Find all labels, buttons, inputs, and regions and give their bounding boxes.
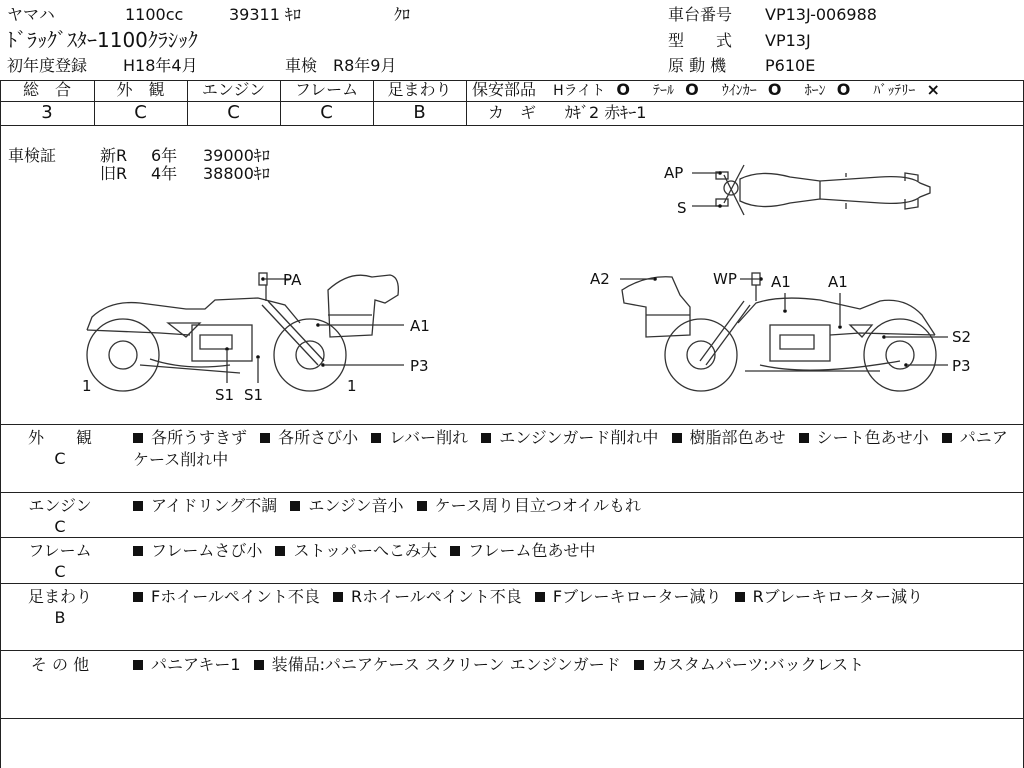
defect-grade-suspension: B [54,608,66,627]
label-left-s1a: S1 [215,386,235,404]
type: VP13J [765,31,811,50]
grade-exterior: C [134,102,147,123]
frame-number: VP13J-006988 [765,5,877,24]
defect-item: カスタムパーツ:バックレスト [651,655,865,674]
certificate-new-year: 6年 [151,146,178,165]
grade-header-suspension: 足まわり [387,80,452,99]
label-left-1a: 1 [82,377,92,395]
label-right-a1a: A1 [771,273,791,291]
defect-item: フレーム色あせ中 [468,541,596,560]
defect-category-exterior: 外 観 [27,428,92,447]
rule-grade-5 [466,80,467,125]
defect-item: エンジンガード削れ中 [499,428,659,447]
defect-item: フレームさび小 [151,541,263,560]
label-top-s: S [677,199,687,217]
defect-list-suspension [133,586,1008,608]
rule-defect-4 [0,650,1024,651]
defect-item: 各所うすきず [151,428,248,447]
label-right-wp: WP [713,270,737,288]
displacement: 1100cc [125,5,184,24]
grade-header-frame: フレーム [294,80,359,99]
safety-parts-row [472,80,940,101]
maker: ヤマハ [7,5,55,24]
motorcycle-diagram [0,125,1024,425]
defect-list-exterior [133,427,1008,471]
top-view-diagram [716,165,930,215]
first-registration: H18年4月 [123,56,198,75]
label-right-a1b: A1 [828,273,848,291]
certificate-new-km: 39000ｷﾛ [203,146,270,165]
label-right-a2: A2 [590,270,610,288]
safety-mark-horn: O [836,80,851,99]
defect-item: アイドリング不調 [151,496,278,515]
defect-item: ケース周り目立つオイルもれ [434,496,642,515]
defect-item: レバー削れ [389,428,469,447]
defect-item: Rホイールペイント不良 [350,587,522,606]
grade-header-overall: 総 合 [22,80,71,99]
inspection-label: 車検 [285,56,318,75]
label-right-p3: P3 [952,357,971,375]
rule-defect-5 [0,718,1024,719]
rule-grade-mid [0,101,1024,102]
defect-item: 樹脂部色あせ [689,428,786,447]
key-label: カ ギ [488,103,537,122]
model-name: ﾄﾞﾗｯｸﾞｽﾀｰ1100ｸﾗｼｯｸ [7,28,198,52]
defect-item: シート色あせ小 [816,428,929,447]
label-left-a1: A1 [410,317,430,335]
safety-mark-headlight: O [616,80,630,99]
grade-overall: 3 [41,102,53,123]
rule-defect-3 [0,583,1024,584]
safety-mark-winker: O [767,80,782,99]
certificate-new-label: 新R [100,146,128,165]
certificate-old-label: 旧R [100,164,128,183]
safety-mark-tail: O [685,80,699,99]
defect-category-suspension: 足まわり [27,587,92,606]
defect-grade-frame: C [54,562,66,581]
defect-category-other: そ の 他 [30,655,90,674]
grade-header-engine: エンジン [201,80,266,99]
safety-item-battery: ﾊﾞｯﾃﾘｰ [873,83,916,99]
safety-label: 保安部品 [472,80,537,99]
key-value: ｶｷﾞ2 赤ｷｰ1 [565,103,647,122]
first-registration-label: 初年度登録 [7,56,88,75]
label-left-s1b: S1 [244,386,264,404]
defect-item: 装備品:パニアケース スクリーン エンジンガード [271,655,621,674]
defect-grade-engine: C [54,517,66,536]
defect-item: パニアケース削れ中 [133,428,1008,469]
grade-engine: C [227,102,240,123]
grade-frame: C [320,102,333,123]
color: ｸﾛ [394,5,411,24]
label-top-ap: AP [664,164,684,182]
certificate-old-km: 38800ｷﾛ [203,164,270,183]
certificate-label: 車検証 [8,146,57,165]
defect-list-frame [133,540,1008,562]
defect-item: 各所さび小 [278,428,359,447]
left-view-diagram [87,273,398,391]
defect-item: Fホイールペイント不良 [151,587,320,606]
engine-label: 原 動 機 [668,56,727,75]
inspection: R8年9月 [333,56,397,75]
defect-item: ストッパーへこみ大 [293,541,437,560]
defect-item: Fブレーキローター減り [552,587,722,606]
defect-grade-exterior: C [54,449,66,468]
grade-suspension: B [413,102,426,123]
defect-list-other [133,654,1008,676]
type-label: 型 式 [668,31,733,50]
safety-item-winker: ｳｲﾝｶｰ [721,83,757,99]
rule-defect-2 [0,537,1024,538]
safety-mark-battery: × [926,80,940,99]
rule-defect-1 [0,492,1024,493]
frame-number-label: 車台番号 [668,5,733,24]
defect-list-engine [133,495,1008,517]
defect-item: エンジン音小 [308,496,404,515]
defect-item: パニアキー1 [151,655,241,674]
label-left-pa: PA [283,271,302,289]
label-left-1b: 1 [347,377,357,395]
safety-item-headlight: Hライト [553,83,606,99]
engine: P610E [765,56,816,75]
defect-category-frame: フレーム [28,541,92,560]
safety-item-tail: ﾃｰﾙ [653,83,675,99]
defect-category-engine: エンジン [28,496,92,515]
grade-header-exterior: 外 観 [116,80,165,99]
defect-item: Rブレーキローター減り [752,587,924,606]
safety-item-horn: ﾎｰﾝ [804,83,826,99]
mileage: 39311 ｷﾛ [229,5,301,24]
label-right-s2: S2 [952,328,972,346]
label-left-p3: P3 [410,357,429,375]
certificate-old-year: 4年 [151,164,178,183]
